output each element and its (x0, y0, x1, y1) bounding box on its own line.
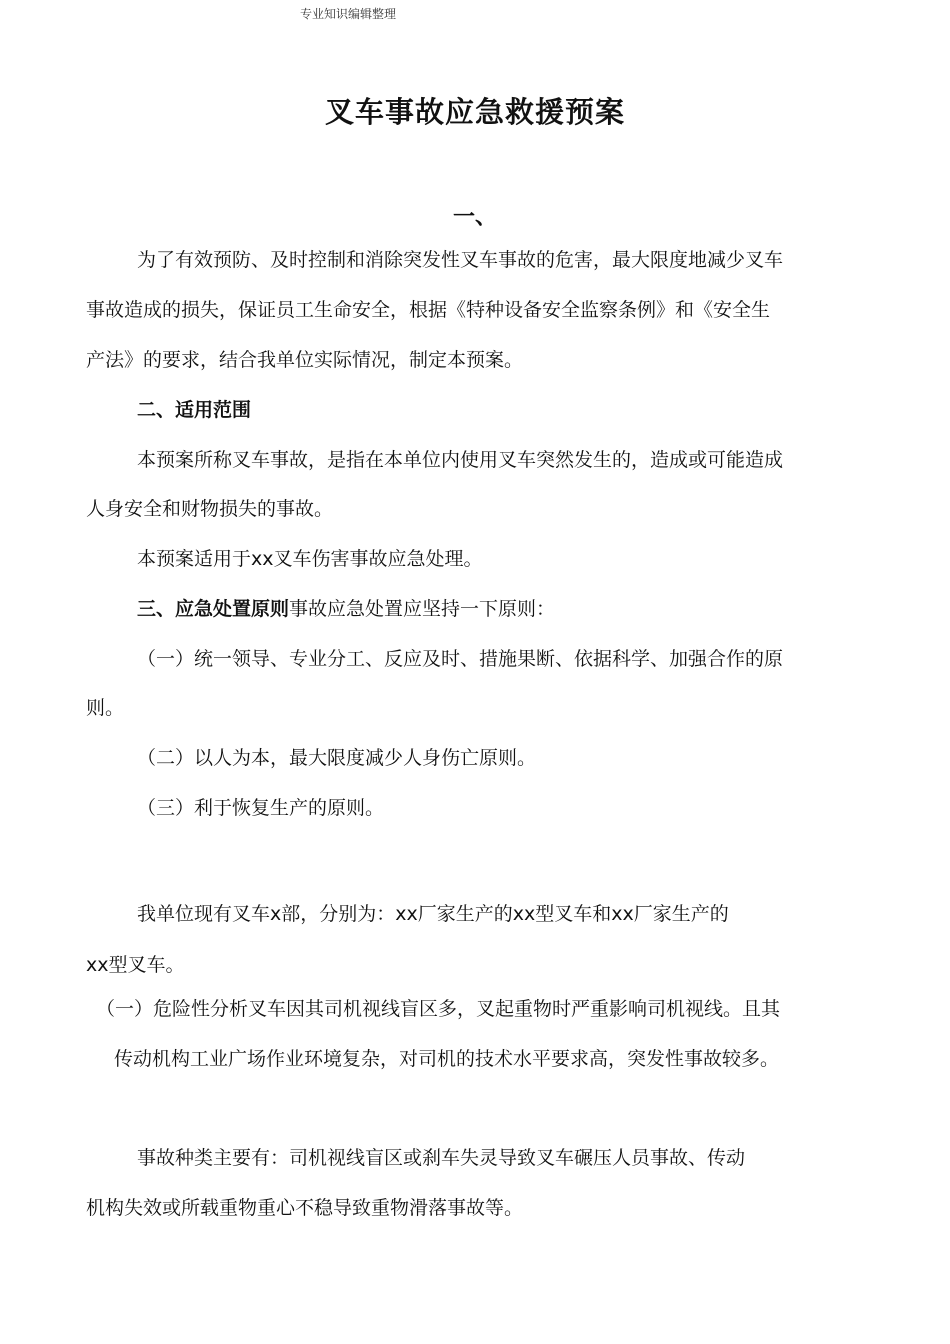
hazard-line-2: 传动机构工业广场作业环境复杂，对司机的技术水平要求高，突发性事故较多。 (114, 1048, 780, 1070)
scope-line-2: 人身安全和财物损失的事故。 (86, 498, 334, 520)
header-note: 专业知识编辑整理 (300, 7, 397, 21)
section-three-line (137, 596, 555, 622)
accident-types-line-1: 事故种类主要有：司机视线盲区或刹车失灵导致叉车碾压人员事故、传动 (137, 1147, 746, 1169)
hazard-line-1: （一）危险性分析叉车因其司机视线盲区多，叉起重物时严重影响司机视线。且其 (96, 998, 781, 1020)
section-one-heading: 一、 (452, 205, 497, 230)
accident-types-line-2: 机构失效或所载重物重心不稳导致重物滑落事故等。 (86, 1197, 524, 1219)
equipment-line-2: xx型叉车。 (86, 954, 185, 976)
principle-2: （二）以人为本，最大限度减少人身伤亡原则。 (137, 747, 537, 769)
scope-line-1: 本预案所称叉车事故，是指在本单位内使用叉车突然发生的，造成或可能造成 (137, 449, 784, 471)
principle-1-line-1: （一）统一领导、专业分工、反应及时、措施果断、依据科学、加强合作的原 (137, 648, 784, 670)
scope-applicability: 本预案适用于xx叉车伤害事故应急处理。 (137, 548, 483, 570)
section-three-heading: 三、应急处置原则 (137, 598, 290, 620)
document-title: 叉车事故应急救援预案 (324, 95, 625, 129)
principle-3: （三）利于恢复生产的原则。 (137, 797, 385, 819)
principle-1-line-2: 则。 (86, 697, 125, 719)
purpose-line-1: 为了有效预防、及时控制和消除突发性叉车事故的危害，最大限度地减少叉车 (137, 249, 784, 271)
section-three-intro: 事故应急处置应坚持一下原则： (289, 598, 556, 620)
purpose-line-2: 事故造成的损失，保证员工生命安全，根据《特种设备安全监察条例》和《安全生 (86, 299, 771, 321)
equipment-line-1: 我单位现有叉车x部，分别为：xx厂家生产的xx型叉车和xx厂家生产的 (137, 903, 729, 925)
section-two-heading: 二、适用范围 (137, 399, 252, 421)
purpose-line-3: 产法》的要求，结合我单位实际情况，制定本预案。 (86, 349, 524, 371)
